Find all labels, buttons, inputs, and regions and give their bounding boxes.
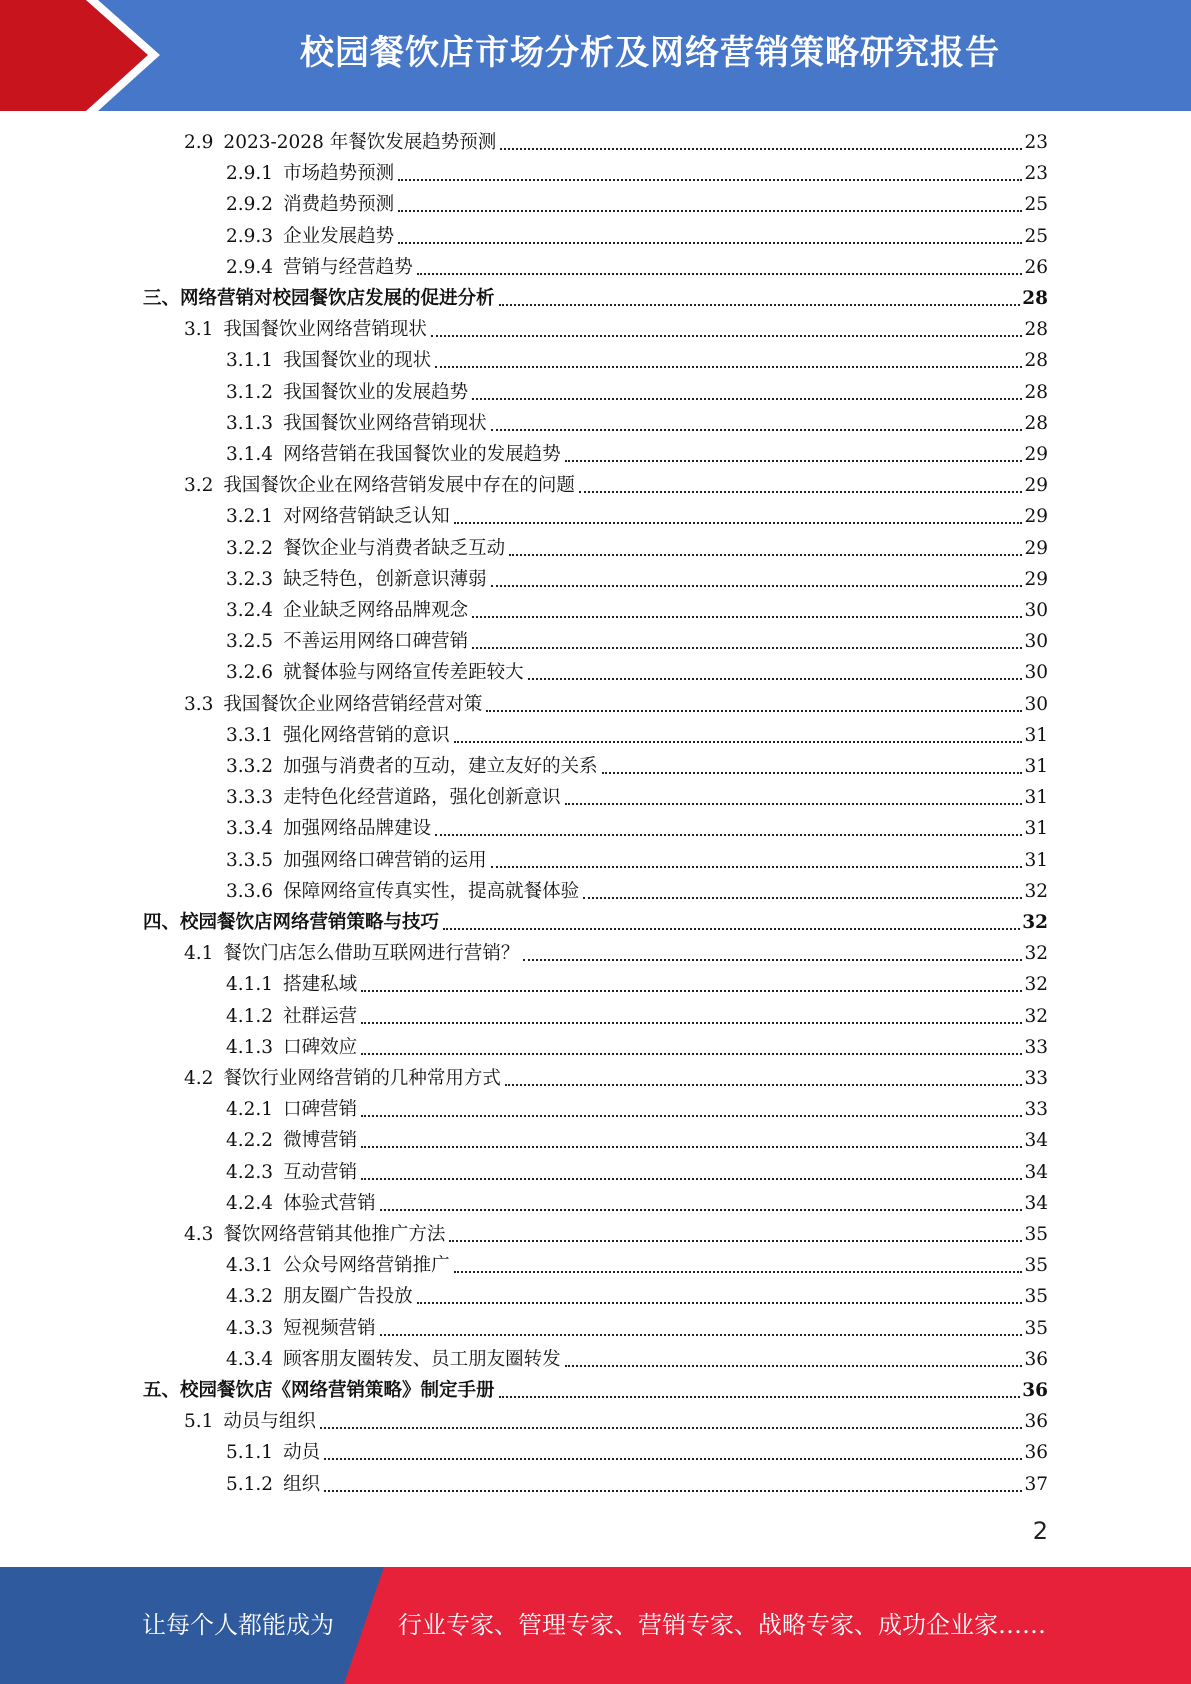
toc-entry-title: 我国餐饮企业网络营销经营对策: [223, 693, 483, 715]
toc-entry-title: 企业发展趋势: [283, 225, 395, 247]
toc-entry-page: 36: [1024, 1411, 1048, 1433]
toc-entry-page: 26: [1024, 256, 1048, 278]
toc-dot-leader: [454, 741, 1023, 743]
toc-entry-number: 4.2.1: [226, 1099, 274, 1121]
toc-entry[interactable]: [184, 1219, 1048, 1250]
toc-entry-title: 动员: [283, 1442, 321, 1464]
toc-entry[interactable]: [226, 595, 1048, 626]
toc-entry-page: 29: [1024, 475, 1048, 497]
toc-dot-leader: [361, 1022, 1022, 1024]
page-number: 2: [1032, 1517, 1048, 1545]
toc-entry-title: 我国餐饮企业在网络营销发展中存在的问题: [223, 475, 575, 497]
toc-entry-number: 3.3.3: [226, 787, 274, 809]
toc-entry-number: 4.1.1: [226, 974, 274, 996]
toc-entry-title: 加强网络品牌建设: [283, 818, 432, 840]
toc-dot-leader: [472, 647, 1022, 649]
toc-entry-title: 互动营销: [283, 1161, 358, 1183]
toc-entry-number: 3.1.3: [226, 412, 274, 434]
toc-entry-page: 32: [1024, 974, 1048, 996]
toc-entry[interactable]: [226, 751, 1048, 782]
toc-entry-number: 3.2.3: [226, 568, 274, 590]
toc-entry-page: 34: [1024, 1161, 1048, 1183]
toc-entry[interactable]: [226, 1094, 1048, 1125]
toc-entry-title: 搭建私域: [283, 974, 358, 996]
toc-dot-leader: [486, 710, 1022, 712]
toc-dot-leader: [361, 990, 1022, 992]
toc-entry[interactable]: [226, 782, 1048, 813]
toc-dot-leader: [602, 772, 1023, 774]
toc-entry-label: [226, 1344, 561, 1375]
toc-dot-leader: [361, 1115, 1022, 1117]
toc-entry-page: 35: [1024, 1224, 1048, 1245]
toc-dot-leader: [380, 1334, 1023, 1336]
toc-entry-page: 32: [1024, 1005, 1048, 1027]
toc-entry-title: 餐饮行业网络营销的几种常用方式: [223, 1068, 501, 1089]
toc-entry-label: [184, 938, 519, 969]
toc-entry-title: 微博营销: [283, 1130, 358, 1152]
toc-dot-leader: [449, 1240, 1022, 1242]
toc-entry-label: [226, 813, 431, 844]
toc-dot-leader: [565, 1365, 1023, 1367]
toc-entry[interactable]: [226, 189, 1048, 220]
toc-entry-title: 缺乏特色，创新意识薄弱: [283, 568, 487, 590]
toc-entry-page: 35: [1024, 1317, 1048, 1339]
toc-entry[interactable]: [226, 501, 1048, 532]
toc-entry-label: [226, 1188, 376, 1219]
toc-entry-number: 4.3.3: [226, 1317, 274, 1339]
toc-entry-title: 走特色化经营道路，强化创新意识: [283, 787, 561, 809]
toc-entry-title: 口碑效应: [283, 1036, 358, 1058]
toc-entry[interactable]: [226, 439, 1048, 470]
toc-entry-number: 4.3: [184, 1224, 214, 1245]
toc-dot-leader: [491, 585, 1023, 587]
toc-entry-label: [184, 470, 575, 501]
toc-entry-title: 顾客朋友圈转发、员工朋友圈转发: [283, 1348, 561, 1370]
toc-dot-leader: [320, 1427, 1023, 1429]
toc-entry-number: 3.3.2: [226, 756, 274, 777]
toc-entry-label: [226, 1094, 357, 1125]
toc-entry-label: [226, 1250, 450, 1281]
toc-entry[interactable]: [226, 876, 1048, 907]
toc-entry-title: 我国餐饮业的发展趋势: [283, 381, 469, 403]
toc-entry-label: [226, 595, 468, 626]
toc-entry-page: 32: [1024, 880, 1048, 902]
toc-entry-number: 4.3.2: [226, 1286, 274, 1308]
toc-entry[interactable]: [226, 252, 1048, 283]
toc-entry-label: [143, 283, 495, 314]
toc-entry-page: 28: [1024, 350, 1048, 372]
toc-entry-number: 4.1: [184, 943, 214, 965]
toc-entry[interactable]: [184, 1406, 1048, 1437]
toc-entry-title: 强化网络营销的意识: [283, 724, 450, 746]
toc-dot-leader: [398, 242, 1022, 244]
toc-entry-page: 32: [1024, 943, 1048, 965]
toc-entry[interactable]: [226, 845, 1048, 876]
toc-entry-number: 3.2.2: [226, 537, 274, 559]
toc-entry-label: [226, 1125, 357, 1156]
toc-entry-number: 3.2.6: [226, 662, 274, 684]
toc-entry[interactable]: [143, 907, 1048, 938]
toc-entry-page: 36: [1024, 1442, 1048, 1464]
toc-entry[interactable]: [226, 1250, 1048, 1281]
toc-entry-title: 营销与经营趋势: [283, 256, 413, 278]
toc-entry-number: 3.3: [184, 693, 214, 715]
toc-entry[interactable]: [226, 969, 1048, 1000]
toc-entry-number: 5.1.1: [226, 1442, 274, 1464]
toc-entry-title: 餐饮企业与消费者缺乏互动: [283, 537, 506, 559]
toc-entry[interactable]: [226, 657, 1048, 688]
toc-entry-label: [226, 720, 450, 751]
toc-dot-leader: [454, 1271, 1023, 1273]
toc-entry-number: 2.9.1: [226, 163, 274, 185]
toc-entry-number: 3.1.2: [226, 381, 274, 403]
toc-entry-number: 2.9.4: [226, 256, 274, 278]
toc-entry-title: 五、校园餐饮店《网络营销策略》制定手册: [143, 1380, 495, 1401]
toc-entry-label: [184, 1219, 445, 1250]
toc-entry[interactable]: [226, 1344, 1048, 1375]
toc-entry-number: 5.1: [184, 1411, 214, 1433]
toc-dot-leader: [565, 803, 1023, 805]
toc-entry[interactable]: [226, 408, 1048, 439]
toc-entry-title: 保障网络宣传真实性，提高就餐体验: [283, 880, 580, 902]
toc-dot-leader: [500, 148, 1022, 150]
toc-entry-label: [226, 1032, 357, 1063]
toc-entry-title: 加强与消费者的互动，建立友好的关系: [283, 756, 598, 777]
toc-entry-title: 市场趋势预测: [283, 163, 395, 185]
toc-dot-leader: [380, 1209, 1023, 1211]
toc-dot-leader: [324, 1458, 1022, 1460]
toc-entry-title: 三、网络营销对校园餐饮店发展的促进分析: [143, 288, 495, 309]
toc-entry-number: 3.3.5: [226, 849, 274, 871]
toc-entry[interactable]: [184, 314, 1048, 345]
toc-dot-leader: [398, 210, 1022, 212]
toc-entry-title: 社群运营: [283, 1005, 358, 1027]
toc-entry-title: 我国餐饮业的现状: [283, 350, 432, 372]
toc-entry-number: 3.3.6: [226, 880, 274, 902]
toc-entry[interactable]: [226, 1125, 1048, 1156]
toc-entry-label: [226, 252, 413, 283]
toc-entry-page: 31: [1024, 756, 1048, 777]
toc-entry-label: [226, 221, 394, 252]
toc-entry[interactable]: [226, 221, 1048, 252]
toc-entry-number: 4.3.1: [226, 1255, 274, 1277]
toc-entry-number: 3.1.1: [226, 350, 274, 372]
toc-entry-number: 4.2.2: [226, 1130, 274, 1152]
toc-entry-number: 2.9: [184, 132, 214, 153]
toc-dot-leader: [579, 491, 1023, 493]
toc-entry-label: [226, 782, 561, 813]
toc-entry-label: [226, 158, 394, 189]
toc-entry[interactable]: [184, 689, 1048, 720]
toc-dot-leader: [324, 1490, 1022, 1492]
toc-entry-page: 29: [1024, 568, 1048, 590]
toc-entry-page: 29: [1024, 444, 1048, 465]
toc-entry-page: 33: [1024, 1036, 1048, 1058]
toc-entry-number: 2.9.2: [226, 194, 274, 216]
toc-entry-number: 3.2.1: [226, 506, 274, 528]
toc-entry-page: 25: [1024, 194, 1048, 216]
toc-entry-label: [184, 689, 482, 720]
toc-entry-label: [226, 969, 357, 1000]
toc-dot-leader: [431, 335, 1023, 337]
toc-dot-leader: [443, 928, 1020, 930]
page-header: [0, 0, 1191, 111]
toc-entry-label: [226, 439, 561, 470]
toc-dot-leader: [454, 522, 1023, 524]
toc-entry-label: [226, 377, 468, 408]
toc-dot-leader: [361, 1053, 1022, 1055]
toc-dot-leader: [435, 834, 1022, 836]
toc-entry-label: [226, 845, 487, 876]
toc-dot-leader: [509, 554, 1022, 556]
toc-dot-leader: [361, 1146, 1022, 1148]
toc-entry-label: [226, 189, 394, 220]
toc-dot-leader: [472, 398, 1022, 400]
toc-entry[interactable]: [184, 470, 1048, 501]
toc-entry-label: [226, 657, 524, 688]
toc-entry[interactable]: [226, 813, 1048, 844]
toc-entry[interactable]: [226, 377, 1048, 408]
toc-entry-page: 28: [1024, 381, 1048, 403]
toc-entry[interactable]: [143, 1375, 1048, 1406]
toc-entry-title: 动员与组织: [223, 1411, 316, 1433]
toc-dot-leader: [472, 616, 1022, 618]
toc-entry-number: 3.1.4: [226, 444, 274, 465]
toc-entry-title: 加强网络口碑营销的运用: [283, 849, 487, 871]
toc-dot-leader: [417, 1302, 1023, 1304]
toc-entry-title: 网络营销在我国餐饮业的发展趋势: [283, 444, 561, 465]
toc-entry-title: 就餐体验与网络宣传差距较大: [283, 662, 524, 684]
toc-entry-title: 四、校园餐饮店网络营销策略与技巧: [143, 912, 440, 933]
toc-entry-number: 3.2.5: [226, 631, 274, 653]
toc-dot-leader: [491, 866, 1023, 868]
toc-entry-label: [226, 1281, 413, 1312]
toc-entry[interactable]: [226, 1001, 1048, 1032]
toc-entry-title: 短视频营销: [283, 1317, 376, 1339]
toc-entry-title: 公众号网络营销推广: [283, 1255, 450, 1277]
toc-entry-title: 体验式营销: [283, 1192, 376, 1214]
toc-entry-label: [184, 127, 496, 158]
toc-entry-number: 4.3.4: [226, 1348, 274, 1370]
page-footer: [0, 1567, 1191, 1684]
toc-dot-leader: [565, 460, 1023, 462]
toc-entry-page: 30: [1024, 600, 1048, 621]
toc-dot-leader: [499, 1396, 1021, 1398]
toc-entry[interactable]: [184, 1063, 1048, 1094]
toc-entry-title: 消费趋势预测: [283, 194, 395, 216]
toc-entry-label: [226, 501, 450, 532]
toc-dot-leader: [499, 304, 1021, 306]
toc-entry-number: 4.2.3: [226, 1161, 274, 1183]
toc-entry-title: 餐饮门店怎么借助互联网进行营销？: [223, 943, 520, 965]
toc-dot-leader: [505, 1084, 1023, 1086]
toc-dot-leader: [523, 959, 1022, 961]
toc-entry[interactable]: [226, 345, 1048, 376]
toc-entry-label: [143, 907, 439, 938]
toc-entry-number: 5.1.2: [226, 1473, 274, 1495]
toc-dot-leader: [491, 429, 1023, 431]
toc-entry[interactable]: [226, 158, 1048, 189]
toc-entry-page: 33: [1024, 1068, 1048, 1089]
toc-entry-page: 28: [1024, 412, 1048, 434]
toc-entry-page: 28: [1022, 288, 1048, 309]
toc-entry-label: [226, 751, 598, 782]
toc-entry[interactable]: [226, 626, 1048, 657]
footer-slogan-right: 行业专家、管理专家、营销专家、战略专家、成功企业家……: [398, 1611, 1046, 1639]
toc-entry-page: 36: [1022, 1380, 1048, 1401]
report-title: 校园餐饮店市场分析及网络营销策略研究报告: [300, 33, 1000, 73]
toc-entry[interactable]: [226, 1188, 1048, 1219]
toc-entry-title: 企业缺乏网络品牌观念: [283, 600, 469, 621]
toc-entry-label: [226, 1313, 376, 1344]
toc-entry-page: 31: [1024, 849, 1048, 871]
toc-entry-page: 29: [1024, 537, 1048, 559]
toc-entry-title: 组织: [283, 1473, 321, 1495]
toc-entry[interactable]: [226, 564, 1048, 595]
toc-dot-leader: [398, 179, 1022, 181]
toc-dot-leader: [361, 1178, 1022, 1180]
toc-dot-leader: [528, 678, 1023, 680]
toc-dot-leader: [417, 273, 1023, 275]
toc-entry-page: 37: [1024, 1473, 1048, 1495]
toc-entry[interactable]: [226, 1281, 1048, 1312]
toc-entry[interactable]: [226, 1157, 1048, 1188]
footer-slogan-left: 让每个人都能成为: [142, 1611, 334, 1639]
toc-entry-number: 3.3.4: [226, 818, 274, 840]
toc-entry[interactable]: [226, 720, 1048, 751]
toc-entry-label: [226, 533, 505, 564]
toc-entry[interactable]: [226, 533, 1048, 564]
toc-entry-page: 30: [1024, 662, 1048, 684]
toc-entry[interactable]: [184, 938, 1048, 969]
toc-entry-label: [184, 1063, 501, 1094]
toc-entry-label: [184, 1406, 316, 1437]
toc-entry-label: [226, 876, 579, 907]
toc-entry-number: 3.3.1: [226, 724, 274, 746]
toc-entry[interactable]: [226, 1313, 1048, 1344]
toc-entry-title: 口碑营销: [283, 1099, 358, 1121]
toc-entry-page: 33: [1024, 1099, 1048, 1121]
toc-entry-title: 我国餐饮业网络营销现状: [283, 412, 487, 434]
toc-entry-title: 不善运用网络口碑营销: [283, 631, 469, 653]
toc-entry-number: 4.2: [184, 1068, 214, 1089]
toc-entry-page: 28: [1024, 319, 1048, 341]
toc-entry[interactable]: [184, 127, 1048, 158]
toc-entry-page: 31: [1024, 724, 1048, 746]
toc-entry[interactable]: [226, 1437, 1048, 1468]
toc-entry[interactable]: [226, 1032, 1048, 1063]
toc-entry-label: [226, 345, 431, 376]
toc-entry-page: 30: [1024, 631, 1048, 653]
toc-entry-page: 30: [1024, 693, 1048, 715]
toc-entry-page: 23: [1024, 132, 1048, 153]
toc-entry-number: 4.1.3: [226, 1036, 274, 1058]
toc-entry-page: 23: [1024, 163, 1048, 185]
toc-entry-page: 32: [1022, 912, 1048, 933]
toc-entry-title: 2023-2028 年餐饮发展趋势预测: [223, 132, 497, 153]
toc-entry-number: 3.2.4: [226, 600, 274, 621]
toc-entry-label: [226, 1001, 357, 1032]
toc-entry-title: 朋友圈广告投放: [283, 1286, 413, 1308]
toc-entry-title: 我国餐饮业网络营销现状: [223, 319, 427, 341]
toc-entry-title: 对网络营销缺乏认知: [283, 506, 450, 528]
toc-entry-number: 2.9.3: [226, 225, 274, 247]
toc-entry-page: 25: [1024, 225, 1048, 247]
toc-entry-page: 36: [1024, 1348, 1048, 1370]
toc-entry-label: [184, 314, 427, 345]
toc-entry-label: [226, 564, 487, 595]
toc-entry-page: 31: [1024, 818, 1048, 840]
toc-entry-number: 4.1.2: [226, 1005, 274, 1027]
toc-entry-number: 4.2.4: [226, 1192, 274, 1214]
toc-entry-label: [226, 1157, 357, 1188]
toc-entry-label: [143, 1375, 495, 1406]
toc-entry-page: 34: [1024, 1192, 1048, 1214]
toc-entry-label: [226, 408, 487, 439]
toc-dot-leader: [583, 897, 1022, 899]
toc-entry-page: 34: [1024, 1130, 1048, 1152]
toc-entry-number: 3.1: [184, 319, 214, 341]
toc-entry[interactable]: [226, 1469, 1048, 1500]
toc-entry-page: 29: [1024, 506, 1048, 528]
toc-entry-title: 餐饮网络营销其他推广方法: [223, 1224, 446, 1245]
toc-entry-label: [226, 1437, 320, 1468]
toc-entry-page: 35: [1024, 1255, 1048, 1277]
toc-entry-number: 3.2: [184, 475, 214, 497]
toc-entry-page: 35: [1024, 1286, 1048, 1308]
toc-entry-label: [226, 626, 468, 657]
toc-entry[interactable]: [143, 283, 1048, 314]
toc-entry-page: 31: [1024, 787, 1048, 809]
toc-dot-leader: [435, 366, 1022, 368]
toc-entry-label: [226, 1469, 320, 1500]
